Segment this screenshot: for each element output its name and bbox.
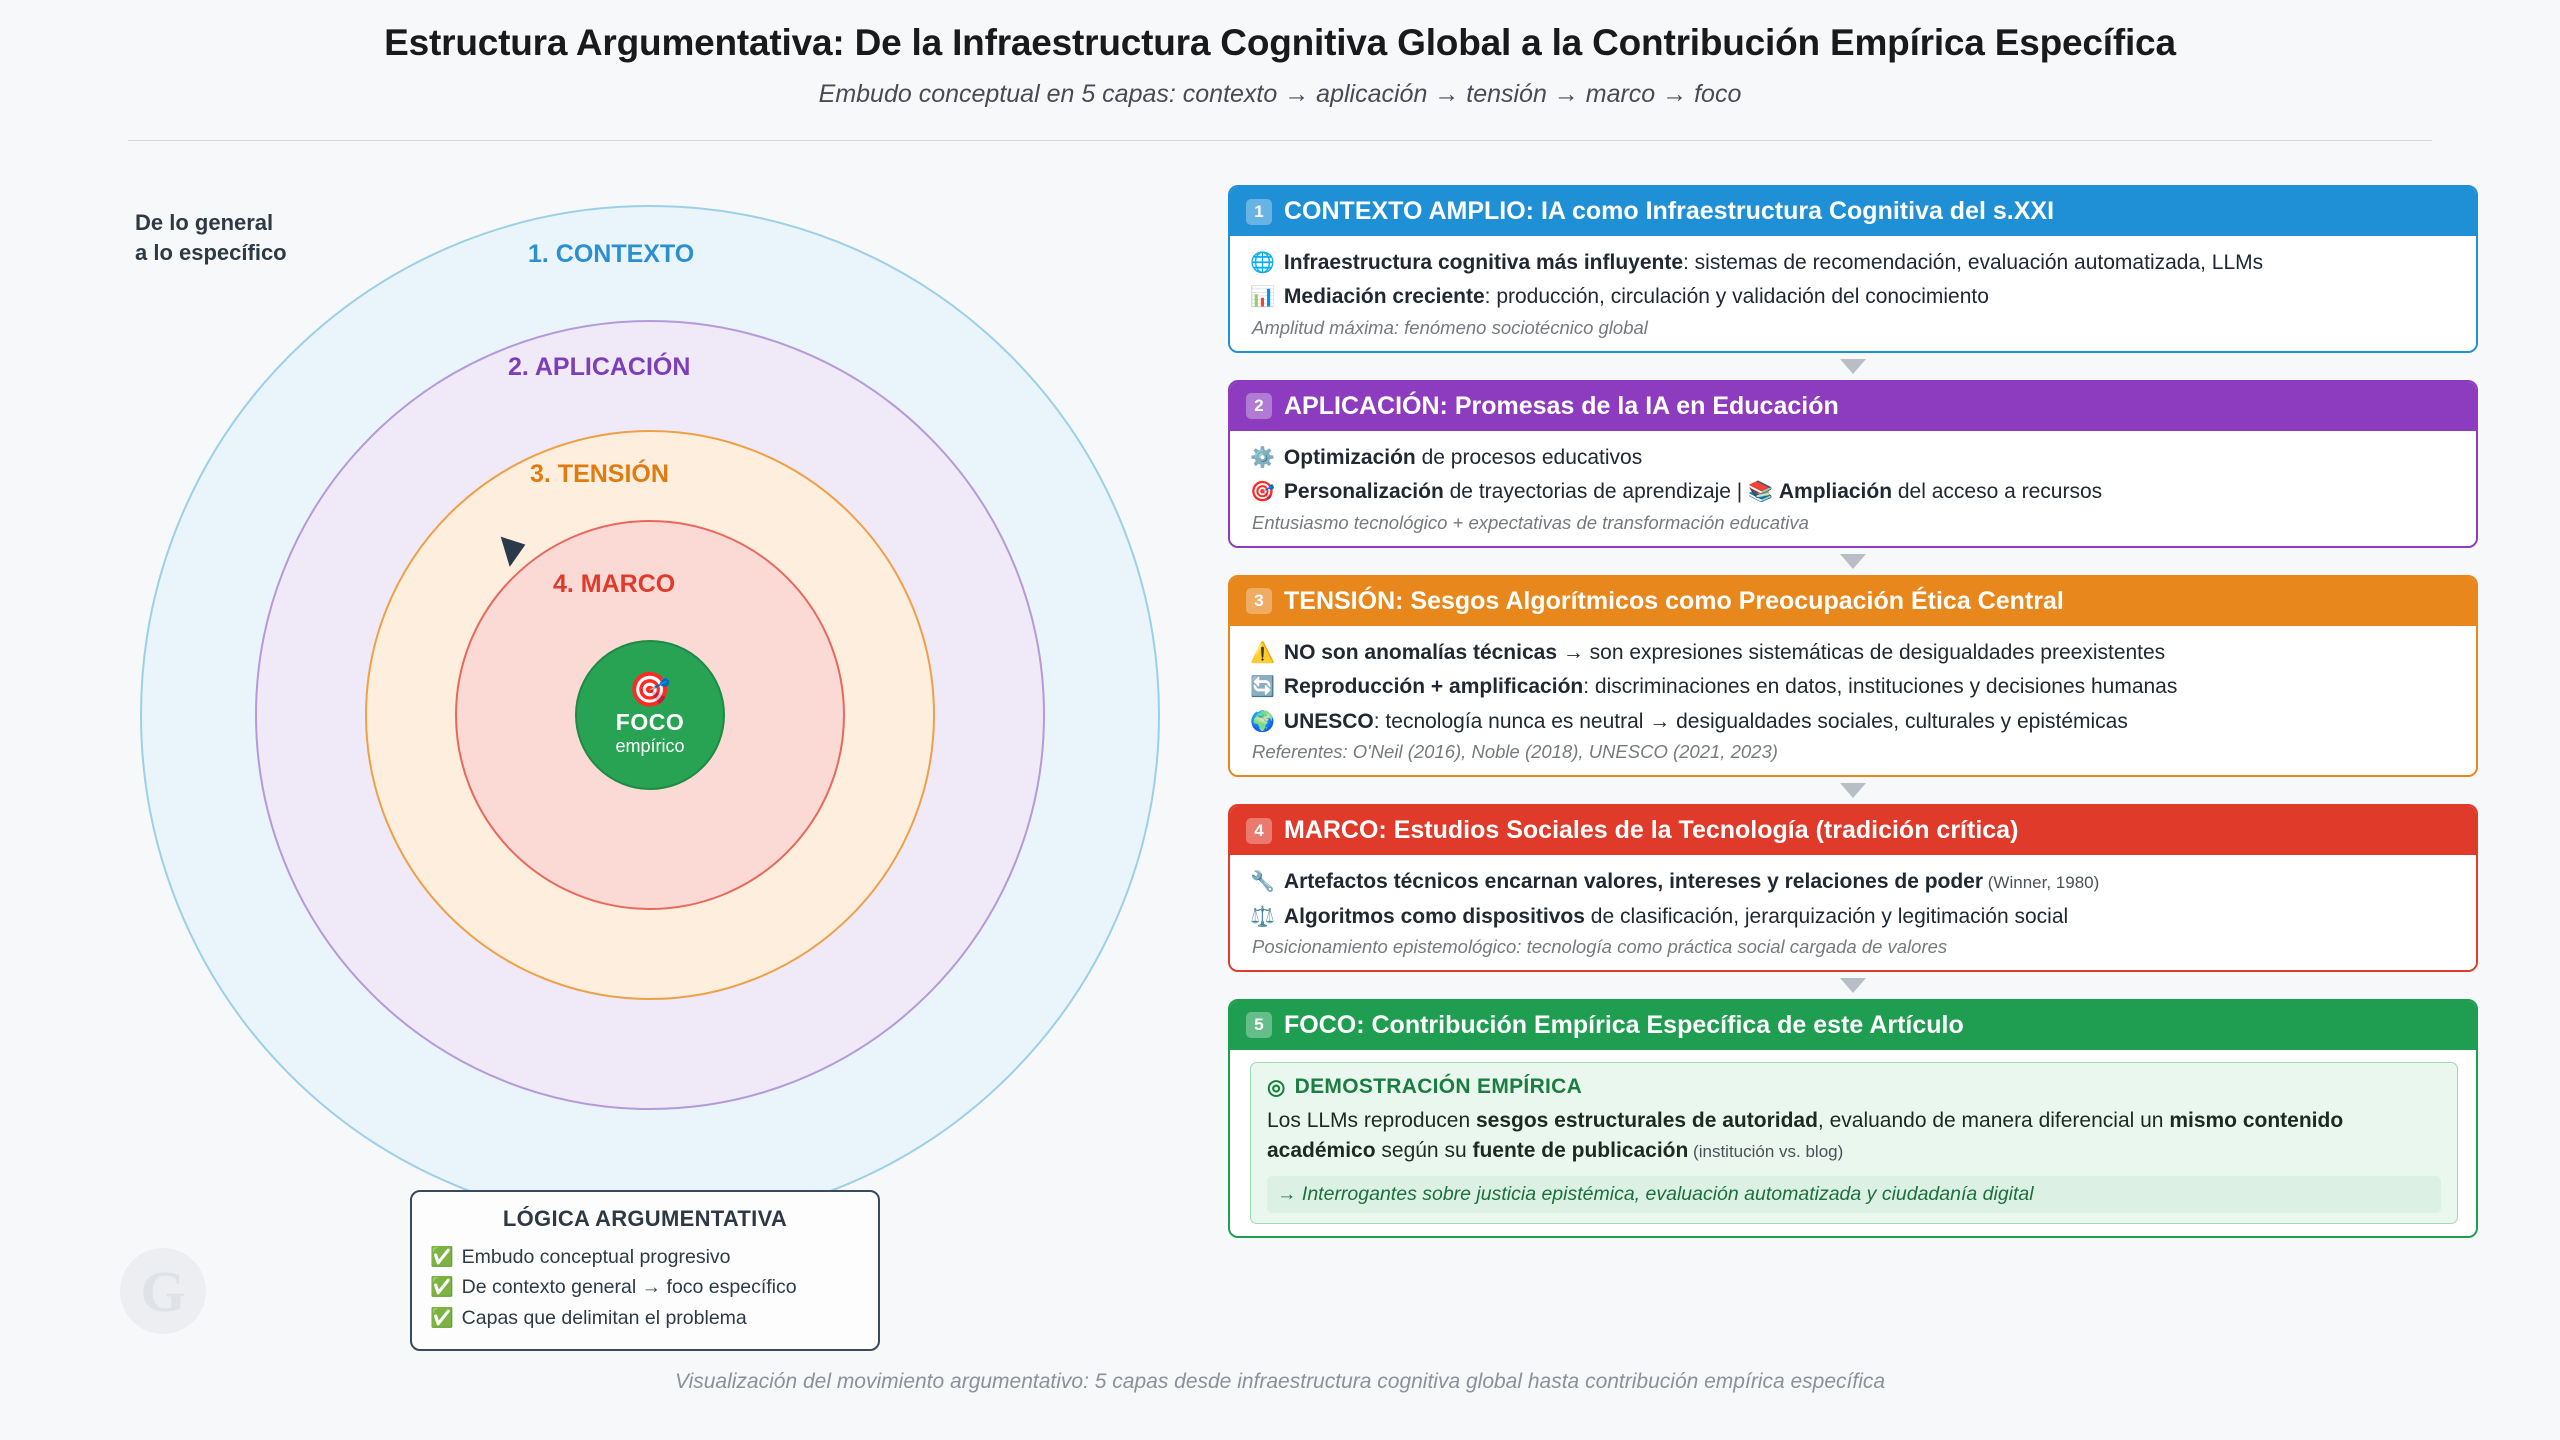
list-item (1250, 443, 2458, 473)
panel-header (1230, 382, 2476, 431)
target-icon: 🎯 (628, 671, 672, 709)
row-bold-text: Optimización (1283, 445, 1416, 469)
panel-aplicacion (1228, 380, 2478, 548)
recycle-icon: 🔄 (1250, 676, 1275, 699)
panel-note: Entusiasmo tecnológico + expectativas de transformación educativa (1252, 511, 1809, 533)
chart-icon: 📊 (1250, 286, 1275, 309)
empirical-demo-heading (1267, 1075, 2441, 1100)
watermark-logo: G (120, 1248, 206, 1334)
list-item (1250, 902, 2458, 932)
row-text: : tecnología nunca es neutral → desigualdades sociales, culturales y epistémicas (1373, 709, 2128, 733)
row-text: de trayectorias de aprendizaje | (1443, 480, 1743, 504)
list-item (1250, 282, 2458, 312)
target-icon: 🎯 (1250, 481, 1275, 504)
wrench-icon: 🔧 (1250, 871, 1275, 894)
empirical-demo-text (1267, 1106, 2441, 1167)
panel-title: MARCO: Estudios Sociales de la Tecnología (tradición crítica) (1284, 816, 2019, 845)
books-icon: 📚 (1748, 481, 1774, 504)
gear-icon: ⚙️ (1250, 446, 1275, 469)
legend-item-label: Embudo conceptual progresivo (461, 1246, 731, 1268)
panel-marco (1228, 804, 2478, 972)
list-item (1250, 248, 2458, 278)
page-subtitle: Embudo conceptual en 5 capas: contexto → aplicación → tensión → marco → foco (818, 80, 1742, 108)
panel-header (1230, 1001, 2476, 1050)
panel-body (1230, 626, 2476, 775)
panel-number: 5 (1246, 1012, 1272, 1038)
empirical-demo-box (1250, 1062, 2458, 1224)
demo-text-3: según su (1375, 1139, 1473, 1163)
demo-text-small: (institución vs. blog) (1688, 1142, 1844, 1162)
row-citation: (Winner, 1980) (1983, 873, 2100, 893)
list-item (1250, 672, 2458, 702)
demo-text-2: , evaluando de manera diferencial un (1817, 1108, 2170, 1132)
row-text: : producción, circulación y validación del conocimiento (1484, 285, 1989, 309)
panel-tension (1228, 575, 2478, 777)
row-bold-text: UNESCO (1283, 709, 1374, 733)
row-bold-text-2: Ampliación (1778, 480, 1893, 504)
panel-body (1230, 431, 2476, 546)
panel-header (1230, 577, 2476, 626)
row-text: de procesos educativos (1415, 445, 1643, 469)
row-bold-text: Algoritmos como dispositivos (1283, 904, 1585, 928)
panel-body (1230, 1050, 2476, 1236)
world-icon: 🌍 (1250, 710, 1275, 733)
legend-box (410, 1190, 880, 1351)
demo-text-1: Los LLMs reproducen (1267, 1108, 1476, 1132)
panel-number: 2 (1246, 393, 1272, 419)
check-icon: ✅ (430, 1277, 454, 1299)
panel-body (1230, 236, 2476, 351)
demo-bold-3: fuente de publicación (1472, 1139, 1689, 1163)
row-text: de clasificación, jerarquización y legitimación social (1584, 904, 2069, 928)
list-item (430, 1242, 860, 1272)
list-item (430, 1303, 860, 1333)
ring-label-contexto: 1. CONTEXTO (528, 240, 695, 268)
flow-arrow-icon (1840, 554, 1866, 569)
row-text: : sistemas de recomendación, evaluación automatizada, LLMs (1683, 251, 2264, 274)
row-bold-text: Infraestructura cognitiva más influyente (1283, 251, 1684, 274)
row-bold-text: Artefactos técnicos encarnan valores, intereses y relaciones de poder (1283, 870, 1984, 894)
panel-contexto (1228, 185, 2478, 353)
panel-foco (1228, 999, 2478, 1238)
row-bold-text: Mediación creciente (1283, 285, 1485, 309)
row-text: → son expresiones sistemáticas de desigualdades preexistentes (1557, 640, 2166, 664)
empirical-demo-title: DEMOSTRACIÓN EMPÍRICA (1294, 1075, 1583, 1099)
check-icon: ✅ (430, 1307, 454, 1329)
demo-bold-2: mismo contenido académico (1267, 1108, 2344, 1163)
empirical-demo-footer: → Interrogantes sobre justicia epistémica, evaluación automatizada y ciudadanía digital (1267, 1176, 2441, 1213)
axis-label: De lo general a lo específico (135, 210, 287, 265)
layer-panels (1228, 185, 2478, 1248)
flow-arrow-icon (1840, 783, 1866, 798)
page-footer: Visualización del movimiento argumentativo: 5 capas desde infraestructura cognitiva global hasta contribución empírica específica (674, 1370, 1886, 1393)
page-title: Estructura Argumentativa: De la Infraestructura Cognitiva Global a la Contribución Empírica Específica (384, 22, 2176, 63)
ring-foco (575, 640, 725, 790)
panel-note: Referentes: O'Neil (2016), Noble (2018), UNESCO (2021, 2023) (1252, 741, 1778, 763)
list-item (430, 1272, 860, 1302)
panel-note: Posicionamiento epistemológico: tecnología como práctica social cargada de valores (1252, 935, 1948, 957)
concentric-diagram (130, 185, 1210, 1185)
list-item (1250, 867, 2458, 897)
focus-subtitle: empírico (615, 736, 685, 756)
panel-header (1230, 806, 2476, 855)
ring-label-tension: 3. TENSIÓN (530, 460, 669, 488)
panel-number: 4 (1246, 818, 1272, 844)
row-bold-text: NO son anomalías técnicas (1283, 640, 1558, 664)
list-item (1250, 707, 2458, 737)
list-item (1250, 638, 2458, 668)
ring-label-aplicacion: 2. APLICACIÓN (508, 353, 691, 381)
check-icon: ✅ (430, 1247, 454, 1268)
globe-icon: 🌐 (1250, 252, 1275, 274)
bullseye-icon: ◎ (1267, 1075, 1286, 1099)
panel-title: CONTEXTO AMPLIO: IA como Infraestructura Cognitiva del s.XXI (1284, 197, 2055, 225)
balance-icon: ⚖️ (1250, 905, 1275, 928)
row-text: : discriminaciones en datos, instituciones y decisiones humanas (1583, 675, 2178, 699)
panel-title: APLICACIÓN: Promesas de la IA en Educación (1284, 391, 1839, 420)
row-bold-text: Reproducción + amplificación (1283, 675, 1584, 699)
panel-number: 1 (1246, 199, 1272, 225)
legend-title: LÓGICA ARGUMENTATIVA (502, 1206, 788, 1231)
row-text-2: del acceso a recursos (1892, 480, 2103, 504)
panel-title: TENSIÓN: Sesgos Algorítmicos como Preocupación Ética Central (1284, 586, 2064, 615)
legend-item-label: De contexto general → foco específico (461, 1276, 797, 1299)
focus-title: FOCO (615, 709, 685, 735)
flow-arrow-icon (1840, 359, 1866, 374)
ring-label-marco: 4. MARCO (553, 570, 676, 598)
header-divider (128, 140, 2432, 141)
demo-bold-1: sesgos estructurales de autoridad (1475, 1108, 1818, 1132)
row-bold-text: Personalización (1283, 480, 1444, 504)
flow-arrow-icon (1840, 978, 1866, 993)
panel-title: FOCO: Contribución Empírica Específica de este Artículo (1284, 1010, 1964, 1039)
panel-body (1230, 855, 2476, 970)
panel-header (1230, 187, 2476, 236)
warning-icon: ⚠️ (1250, 641, 1275, 664)
legend-item-label: Capas que delimitan el problema (461, 1306, 747, 1329)
list-item (1250, 477, 2458, 507)
panel-number: 3 (1246, 588, 1272, 614)
panel-note: Amplitud máxima: fenómeno sociotécnico global (1252, 316, 1648, 338)
